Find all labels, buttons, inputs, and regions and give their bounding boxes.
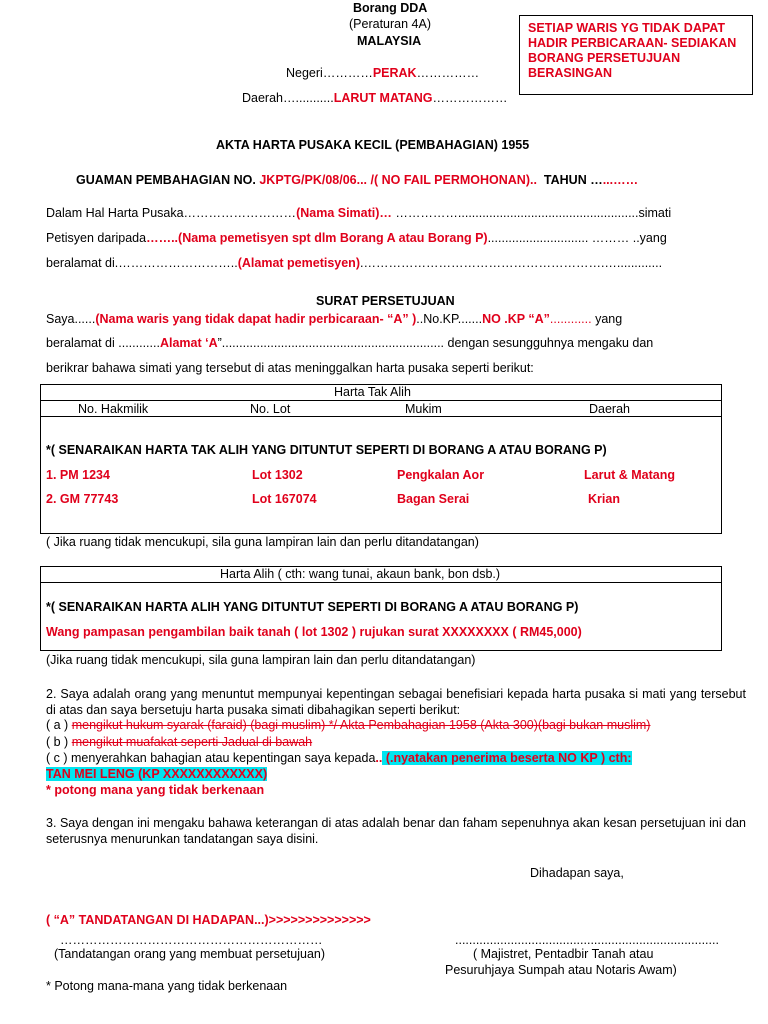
- petition-text: beralamat di.………………………..: [46, 256, 238, 270]
- column-header: Daerah: [589, 402, 630, 416]
- option-label: ( a ): [46, 718, 69, 732]
- petition-line-2: [46, 231, 667, 245]
- notice-box: SETIAP WARIS YG TIDAK DAPAT HADIR PERBICARAAN- SEDIAKAN BORANG PERSETUJUAN BERASINGAN: [519, 15, 753, 95]
- petitioner-address: (Alamat pemetisyen): [237, 256, 360, 270]
- heir-ic: NO .KP “A”: [482, 312, 550, 326]
- tahun-dots: ...……: [602, 173, 639, 187]
- heir-address: Alamat ‘A: [159, 336, 218, 350]
- signature-caption-right-1: ( Majistret, Pentadbir Tanah atau: [473, 947, 654, 961]
- consent-text: Saya......: [46, 312, 96, 326]
- immovable-title: Harta Tak Alih: [334, 385, 411, 399]
- table-divider: [40, 400, 722, 401]
- recipient-example: TAN MEI LENG (KP XXXXXXXXXXXX): [46, 767, 268, 781]
- petition-dots: .………………………………………………….….............: [359, 256, 663, 270]
- simati-name: (Nama Simati)…: [296, 206, 392, 220]
- option-b: [46, 735, 312, 749]
- petitioner-name: (Nama pemetisyen spt dlm Borang A atau Borang P): [178, 231, 488, 245]
- section-2-text: 2. Saya adalah orang yang menuntut mempunyai kepentingan sebagai benefisiari kepada harta pusaka si mati yang tersebut di atas dan saya bersetuju harta pusaka simati dibahagikan seperti berikut:: [46, 687, 746, 717]
- signature-line-right: ............................................................................: [455, 933, 719, 947]
- column-header: No. Lot: [250, 402, 291, 416]
- consent-title: SURAT PERSETUJUAN: [316, 294, 455, 308]
- signature-caption-left: (Tandatangan orang yang membuat persetujuan): [54, 947, 326, 961]
- consent-line-2: [46, 336, 653, 350]
- table-cell: Krian: [588, 492, 620, 506]
- guaman-value: JKPTG/PK/08/06... /( NO FAIL PERMOHONAN)..: [259, 173, 537, 187]
- immovable-note: ( Jika ruang tidak mencukupi, sila guna lampiran lain dan perlu ditandatangan): [46, 535, 479, 549]
- country-name: MALAYSIA: [357, 34, 422, 48]
- negeri-line: [286, 66, 479, 80]
- petition-text: Dalam Hal Harta Pusaka………………………: [46, 206, 297, 220]
- petition-line-3: [46, 256, 662, 270]
- option-dots: ..: [375, 751, 383, 765]
- immovable-instruction: *( SENARAIKAN HARTA TAK ALIH YANG DITUNTUT SEPERTI DI BORANG A ATAU BORANG P): [46, 443, 607, 457]
- negeri-dots: ……………: [416, 66, 480, 80]
- option-text: mengikut muafakat seperti Jadual di bawah: [71, 735, 313, 749]
- table-cell: Lot 1302: [252, 468, 303, 482]
- table-cell: 1. PM 1234: [46, 468, 110, 482]
- form-title: Borang DDA: [353, 1, 428, 15]
- daerah-label: Daerah…...........: [242, 91, 334, 105]
- petition-line-1: [46, 206, 671, 220]
- signature-caption-right-2: Pesuruhjaya Sumpah atau Notaris Awam): [445, 963, 677, 977]
- tahun-label: TAHUN …: [543, 173, 603, 187]
- heir-name: (Nama waris yang tidak dapat hadir perbicaraan- “A” ): [95, 312, 417, 326]
- consent-line-1: [46, 312, 622, 326]
- petition-dots: ............................. ……… ..yang: [487, 231, 667, 245]
- witness-heading: Dihadapan saya,: [530, 866, 624, 880]
- table-cell: 2. GM 77743: [46, 492, 119, 506]
- petition-text: Petisyen daripada: [46, 231, 147, 245]
- option-label: ( c ): [46, 751, 68, 765]
- option-label: ( b ): [46, 735, 69, 749]
- recipient-instruction: (.nyatakan penerima beserta NO KP ) cth:: [382, 751, 632, 765]
- footnote: * Potong mana-mana yang tidak berkenaan: [46, 979, 288, 993]
- guaman-label: GUAMAN PEMBAHAGIAN NO.: [76, 173, 256, 187]
- sign-instruction: ( “A” TANDATANGAN DI HADAPAN...)>>>>>>>>>>>>>>: [46, 913, 371, 927]
- option-a: [46, 718, 650, 732]
- consent-text: yang: [591, 312, 623, 326]
- section-3-text: 3. Saya dengan ini mengaku bahawa keterangan di atas adalah benar dan faham sepenuhnya akan kesan persetujuan ini dan seterusnya menurunkan tandatangan saya disini.: [46, 816, 746, 846]
- daerah-value: LARUT MATANG: [333, 91, 433, 105]
- regulation-ref: (Peraturan 4A): [349, 17, 431, 31]
- act-title: AKTA HARTA PUSAKA KECIL (PEMBAHAGIAN) 1955: [216, 138, 530, 152]
- table-cell: Bagan Serai: [397, 492, 470, 506]
- table-divider: [40, 582, 722, 583]
- column-header: Mukim: [405, 402, 442, 416]
- consent-line-3: berikrar bahawa simati yang tersebut di atas meninggalkan harta pusaka seperti berikut:: [46, 361, 534, 375]
- petition-dots: ……………....................................................simati: [391, 206, 672, 220]
- signature-line-left: ………………………………………………………: [60, 933, 323, 947]
- movable-note: (Jika ruang tidak mencukupi, sila guna lampiran lain dan perlu ditandatangan): [46, 653, 476, 667]
- movable-title: Harta Alih ( cth: wang tunai, akaun bank, bon dsb.): [220, 567, 501, 581]
- negeri-value: PERAK: [372, 66, 417, 80]
- daerah-line: [242, 91, 508, 105]
- option-text: menyerahkan bahagian atau kepentingan saya kepada: [67, 751, 376, 765]
- consent-text: beralamat di ............: [46, 336, 160, 350]
- column-header: No. Hakmilik: [78, 402, 149, 416]
- table-cell: Pengkalan Aor: [397, 468, 485, 482]
- petition-dots: ……..: [146, 231, 179, 245]
- consent-dots: ............: [549, 312, 592, 326]
- daerah-dots: ………………: [432, 91, 508, 105]
- movable-instruction: *( SENARAIKAN HARTA ALIH YANG DITUNTUT SEPERTI DI BORANG A ATAU BORANG P): [46, 600, 579, 614]
- strike-note: * potong mana yang tidak berkenaan: [46, 783, 265, 797]
- movable-item: Wang pampasan pengambilan baik tanah ( lot 1302 ) rujukan surat XXXXXXXX ( RM45,000): [46, 625, 582, 639]
- consent-text: ..No.KP.......: [416, 312, 483, 326]
- consent-text: ”................................................................ dengan sesungguhnya mengaku dan: [217, 336, 654, 350]
- table-cell: Lot 167074: [252, 492, 317, 506]
- option-c: [46, 751, 632, 765]
- option-text: mengikut hukum syarak (faraid) (bagi muslim) */ Akta Pembahagian 1958 (Akta 300)(bagi bukan muslim): [71, 718, 651, 732]
- negeri-label: Negeri…………: [286, 66, 373, 80]
- guaman-line: [76, 173, 638, 187]
- table-cell: Larut & Matang: [584, 468, 675, 482]
- table-divider: [40, 416, 722, 417]
